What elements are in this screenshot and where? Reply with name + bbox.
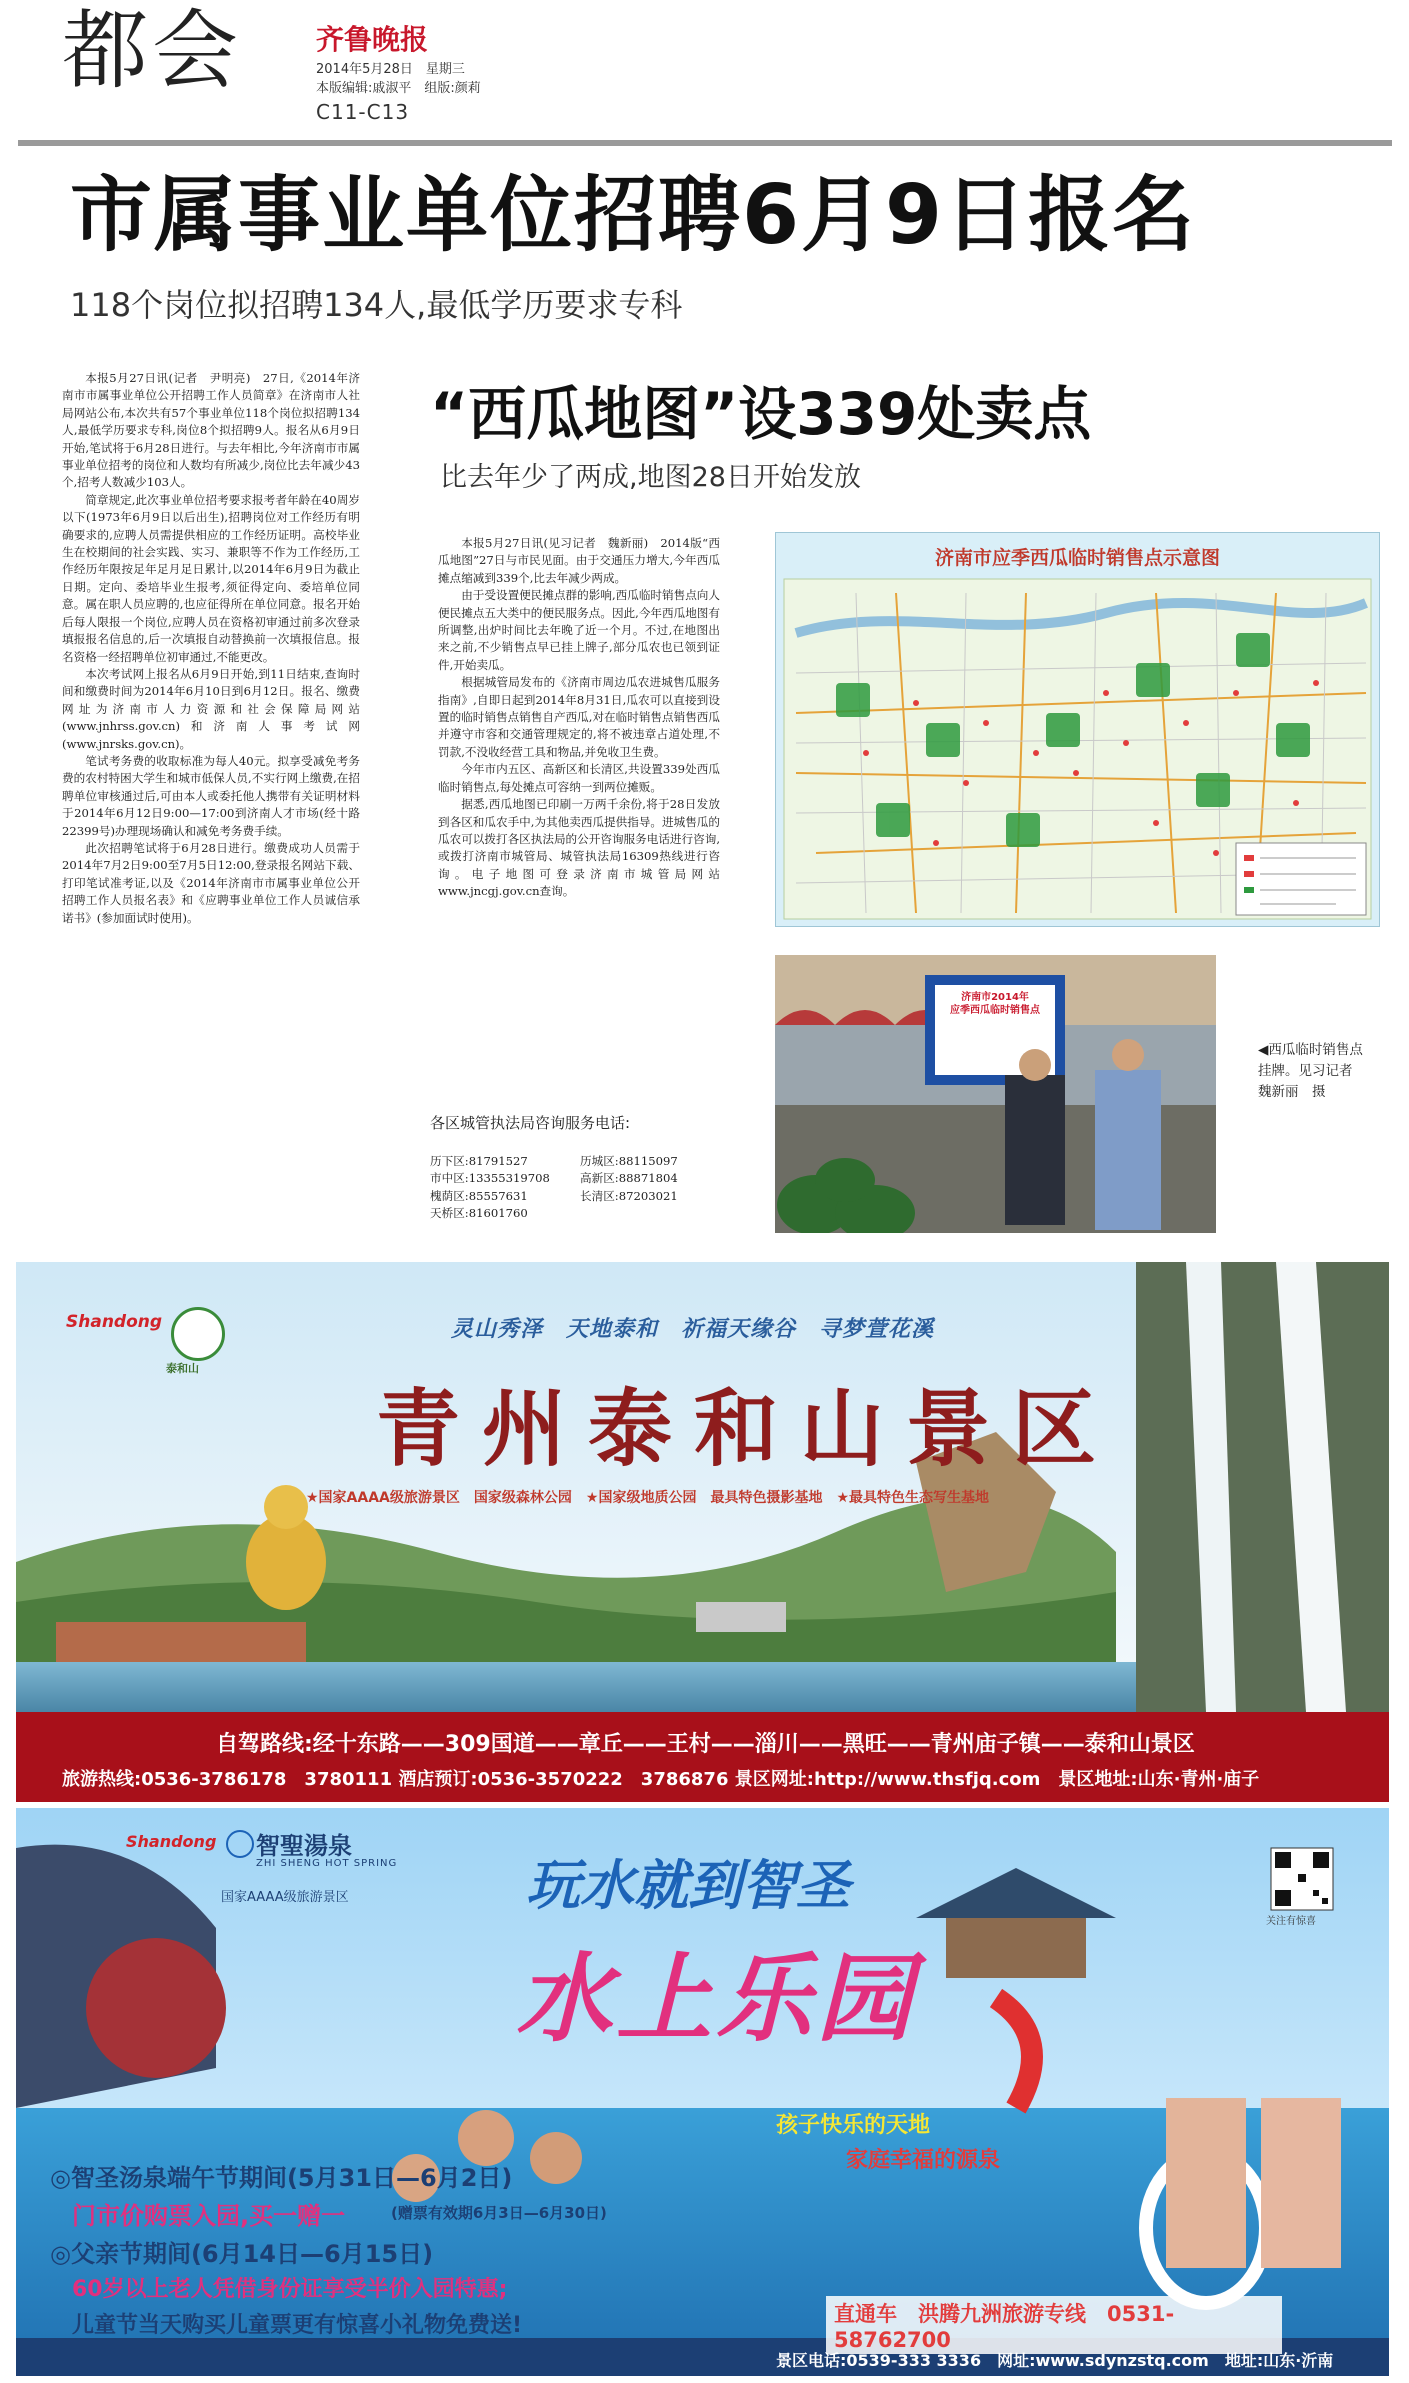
paragraph: 本报5月27日讯(见习记者 魏新丽) 2014版“西瓜地图”27日与市民见面。由于交通压力增大,今年西瓜摊点缩减到339个,比去年减少两成。	[438, 536, 720, 585]
ad-tagline: 孩子快乐的天地	[776, 2113, 931, 2138]
taihe-logo-icon	[171, 1307, 225, 1361]
date-line: 2014年5月28日 星期三	[316, 62, 465, 77]
watermelon-subhead: 比去年少了两成,地图28日开始发放	[440, 462, 861, 493]
ad-title: 水上乐园	[516, 1943, 916, 2055]
phone-entry: 长清区:87203021	[580, 1188, 678, 1203]
zhisheng-logo-icon	[226, 1830, 254, 1858]
promo-line: 儿童节当天购买儿童票更有惊喜小礼物免费送!	[72, 2313, 523, 2338]
map-graphic	[776, 573, 1379, 926]
phone-entry: 市中区:13355319708	[430, 1171, 550, 1186]
paragraph: 根据城管局发布的《济南市周边瓜农进城售瓜服务指南》,自即日起到2014年8月31日,瓜农可以直接到设置的临时销售点销售自产西瓜,对在临时销售点销售西瓜并遵守市容和交通管理规定的,将不被违章占道处理,不罚款,不没收经营工具和物品,并免收卫生费。	[438, 675, 720, 759]
watermelon-map	[775, 532, 1380, 927]
paragraph: 笔试考务费的收取标准为每人40元。拟享受减免考务费的农村特困大学生和城市低保人员,不实行网上缴费,在招聘单位审核通过后,可由本人或委托他人携带有关证明材料于2014年6月12日9:00—17:00到济南人才市场(经十路22399号)办理现场确认和减免考务费手续。	[62, 753, 360, 838]
phones-title: 各区城管执法局咨询服务电话:	[430, 1114, 631, 1132]
shandong-logo-text: Shandong	[66, 1312, 163, 1332]
paragraph: 本报5月27日讯(记者 尹明亮) 27日,《2014年济南市市属事业单位公开招聘工作人员简章》在济南市人社局网站公布,本次共有57个事业单位118个岗位拟招聘134人,最低学历要求专科,岗位8个拟招聘9人。报名从6月9日开始,笔试将于6月28日进行。与去年相比,今年济南市市属事业单位招考的岗位和人数均有所减少,岗位比去年减少43个,招考人数减少103人。	[62, 371, 360, 490]
zhisheng-waterpark-ad	[16, 1808, 1389, 2376]
phone-entry: 高新区:88871804	[580, 1171, 678, 1186]
newspaper-logo: 齐鲁晚报	[316, 23, 429, 56]
map-title: 济南市应季西瓜临时销售点示意图	[934, 547, 1220, 569]
ad-slogan: 玩水就到智圣	[526, 1854, 850, 1917]
promo-line: ◎智圣汤泉端午节期间(5月31日—6月2日)	[50, 2164, 513, 2192]
phone-entry: 天桥区:81601760	[430, 1206, 528, 1221]
header-rule	[18, 140, 1392, 146]
watermelon-story-body	[438, 535, 720, 901]
brand-name: 智聖湯泉	[256, 1832, 352, 1860]
news-photo	[775, 955, 1216, 1233]
promo-line: 60岁以上老人凭借身份证享受半价入园特惠;	[72, 2277, 508, 2302]
main-headline: 市属事业单位招聘6月9日报名	[70, 168, 1197, 263]
section-title: 都会	[62, 1, 242, 101]
photo-caption: ◀西瓜临时销售点挂牌。见习记者 魏新丽 摄	[1258, 1042, 1366, 1100]
promo-note: (赠票有效期6月3日—6月30日)	[391, 2204, 607, 2222]
ad-footer: 景区电话:0539-333 3336 网址:www.sdynzstq.com 地址:山东·沂南	[776, 2351, 1334, 2370]
taihe-mountain-ad	[16, 1262, 1389, 1802]
map-sign	[947, 991, 1043, 1017]
map-sign-line: 济南市2014年	[961, 992, 1029, 1003]
qr-label: 关注有惊喜	[1266, 1916, 1316, 1927]
promo-line: 门市价购票入园,买一赠一	[72, 2202, 346, 2230]
phone-entry: 槐荫区:85557631	[430, 1188, 528, 1203]
page-range: C11-C13	[316, 100, 410, 124]
paragraph: 据悉,西瓜地图已印刷一万两千余份,将于28日发放到各区和瓜农手中,为其他卖西瓜提供指导。进城售瓜的瓜农可以拨打各区执法局的公开咨询服务电话进行咨询,或拨打济南市城管局、城管执法局16309热线进行咨询。电子地图可登录济南市城管局网站www.jncgj.gov.cn查询。	[438, 797, 720, 899]
bus-line: 直通车 洪腾九洲旅游专线 0531-58762700	[826, 2296, 1282, 2354]
ad-slogan: 灵山秀泽 天地泰和 祈福天缘谷 寻梦萱花溪	[451, 1317, 935, 1342]
shandong-logo-text: Shandong	[126, 1832, 217, 1851]
paragraph: 此次招聘笔试将于6月28日进行。缴费成功人员需于2014年7月2日9:00至7月5日12:00,登录报名网站下载、打印笔试准考证,以及《2014年济南市市属事业单位公开招聘工作人员报名表》和《应聘事业单位工作人员诚信承诺书》(参加面试时使用)。	[62, 840, 360, 925]
watermelon-headline: “西瓜地图”设339处卖点	[430, 380, 1092, 448]
phone-entry: 历下区:81791527	[430, 1154, 528, 1168]
scenic-level: 国家AAAA级旅游景区	[221, 1890, 349, 1905]
main-story-body	[62, 370, 360, 927]
paragraph: 由于受设置便民摊点群的影响,西瓜临时销售点向人便民摊点五大类中的便民服务点。因此,今年西瓜地图有所调整,出炉时间比去年晚了近一个月。不过,在地图出来之前,不少销售点早已挂上牌子,部分瓜农也已领到证件,开始卖瓜。	[438, 588, 720, 672]
map-sign-line: 应季西瓜临时销售点	[950, 1005, 1040, 1016]
promo-line: ◎父亲节期间(6月14日—6月15日)	[50, 2240, 434, 2268]
phone-list	[430, 1153, 730, 1223]
brand-name-en: ZHI SHENG HOT SPRING	[256, 1858, 398, 1869]
shandong-logo	[66, 1312, 163, 1352]
main-subhead: 118个岗位拟招聘134人,最低学历要求专科	[70, 286, 683, 324]
editor-line: 本版编辑:戚淑平 组版:颜莉	[316, 81, 481, 96]
ad-route: 自驾路线:经十东路——309国道——章丘——王村——淄川——黑旺——青州庙子镇——泰和山景区	[216, 1732, 1195, 1757]
phone-entry: 历城区:88115097	[580, 1154, 678, 1168]
taihe-logo-label: 泰和山	[166, 1362, 199, 1375]
paragraph: 本次考试网上报名从6月9日开始,到11日结束,查询时间和缴费时间为2014年6月10日到6月12日。报名、缴费网址为济南市人力资源和社会保障局网站(www.jnhrss.gov.cn)和济南人事考试网(www.jnrsks.gov.cn)。	[62, 666, 360, 751]
ad-hotline: 旅游热线:0536-3786178 3780111 酒店预订:0536-3570222 3786876 景区网址:http://www.thsfjq.com 景区地址:山东·青州·庙子	[62, 1769, 1260, 1790]
paragraph: 今年市内五区、高新区和长清区,共设置339处西瓜临时销售点,每处摊点可容纳一到两位摊贩。	[438, 762, 720, 794]
ad-tagline: 家庭幸福的源泉	[846, 2148, 1001, 2173]
ad-title: 青州泰和山景区	[376, 1379, 1119, 1478]
paragraph: 简章规定,此次事业单位招考要求报考者年龄在40周岁以下(1973年6月9日以后出生),招聘岗位对工作经历有明确要求的,应聘人员需提供相应的工作经历证明。高校毕业生在校期间的社会实践、实习、兼职等不作为工作经历,工作经历年限按足年足月足日累计,以2014年6月9日为截止日期。定向、委培毕业生报考,须征得定向、委培单位同意。属在职人员应聘的,也应征得所在单位同意。报名开始后每人限报一个岗位,应聘人员在资格初审通过前多次登录填报报名信息的,后一次填报自动替换前一次填报信息。报名资格一经招聘单位初审通过,不能更改。	[62, 492, 360, 664]
ad-badges: ★国家AAAA级旅游景区 国家级森林公园 ★国家级地质公园 最具特色摄影基地 ★最具特色生态写生基地	[306, 1490, 989, 1506]
